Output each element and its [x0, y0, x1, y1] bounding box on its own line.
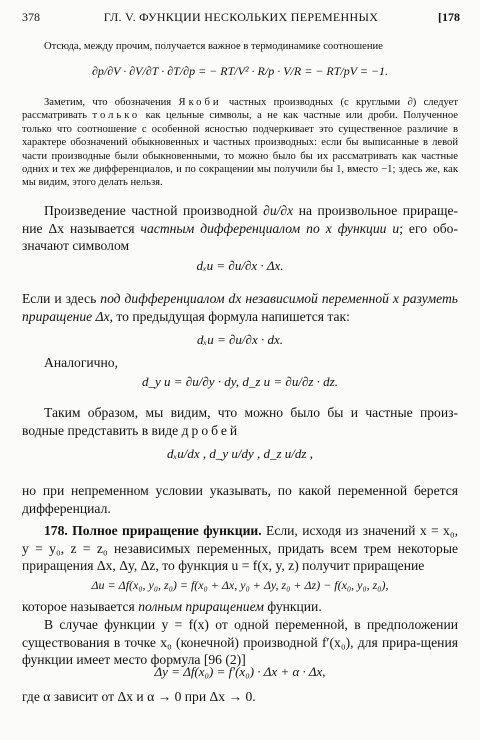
- formula-dxu-dx: dₓu = ∂u/∂x · dx.: [197, 332, 283, 347]
- partial-differential-term: частным дифференциалом по x функции u: [140, 220, 400, 236]
- formula-partial-fractions: dₓu/dx , d_y u/dy , d_z u/dz ,: [167, 446, 313, 461]
- section-178-paragraph: 178. Полное приращение функции. Если, исходя из значений x = x₀, y = y₀, z = z₀ независимых переменных, придать всем трем некоторые приращения Δx, Δy, Δz, то функция u = f(x, y, z) получит приращение: [22, 523, 458, 574]
- emphasis-only: только: [92, 110, 141, 122]
- chapter-title: ГЛ. V. ФУНКЦИИ НЕСКОЛЬКИХ ПЕРЕМЕННЫХ: [103, 10, 379, 24]
- total-increment-paragraph: которое называется полным приращением функции.: [22, 599, 322, 614]
- alpha-paragraph: где α зависит от Δx и α → 0 при Δx → 0.: [22, 689, 256, 704]
- formula-dyu-dzu: d_y u = ∂u/∂y · dy, d_z u = ∂u/∂z · dz.: [142, 374, 338, 389]
- emphasis-fractions: дробей: [181, 422, 241, 438]
- section-number: [178: [438, 10, 460, 24]
- intro-paragraph: Отсюда, между прочим, получается важное в термодинамике соотношение: [44, 41, 383, 52]
- formula-dxu-delta: dₓu = ∂u/∂x · Δx.: [196, 258, 284, 273]
- single-variable-paragraph: В случае функции y = f(x) от одной переменной, в предположении существования в точке x₀ (конечной) производной f′(x₀), для прира-щения функции имеет место формула [96 (2)]: [22, 617, 458, 668]
- section-heading: 178. Полное приращение функции.: [44, 523, 262, 538]
- partial-differential-paragraph: Произведение частной производной ∂u/∂x на произвольное прираще-ние Δx называется частным дифференциалом по x функции u; его обо-значают символом: [22, 203, 458, 254]
- jacobi-name: Якоби: [178, 97, 222, 108]
- running-header: [22, 10, 460, 28]
- formula-single-increment: Δy = Δf(x₀) = f′(x₀) · Δx + α · Δx,: [154, 664, 326, 679]
- fractions-paragraph: Таким образом, мы видим, что можно было бы и частные произ-водные представить в виде дробей: [22, 405, 458, 438]
- formula-total-increment: Δu = Δf(x₀, y₀, z₀) = f(x₀ + Δx, y₀ + Δy, z₀ + Δz) − f(x₀, y₀, z₀),: [91, 578, 389, 592]
- inline-fraction-du-dx: ∂u/∂x: [263, 203, 294, 218]
- jacobi-notation-paragraph: Заметим, что обозначения Якоби частных производных (с круглыми ∂) следует рассматривать только как цельные символы, а не как частные или дроби. Полученное только что соотношение с особенной ясностью подчеркивает это существенное различие в характере обозначений обыкновенных и частных производных: если бы выписанные в левой части производные были обыкновенными, то можно было бы их рассматривать как частные одних и тех же дифференциалов, и по сокращении мы получили бы 1, вместо −1; здесь же, как мы видим, этого делать нельзя.: [22, 97, 459, 189]
- condition-paragraph: но при непременном условии указывать, по какой переменной берется дифференциал.: [22, 483, 458, 516]
- page-number: 378: [22, 10, 40, 24]
- thermodynamics-formula: ∂p/∂V · ∂V/∂T · ∂T/∂p = − RT/V² · R/p · V/R = − RT/pV = −1.: [91, 64, 389, 78]
- analogously-label: Аналогично,: [44, 355, 118, 370]
- differential-definition-paragraph: Если и здесь под дифференциалом dx независимой переменной x разуметь приращение Δx, то предыдущая формула напишется так:: [22, 291, 458, 324]
